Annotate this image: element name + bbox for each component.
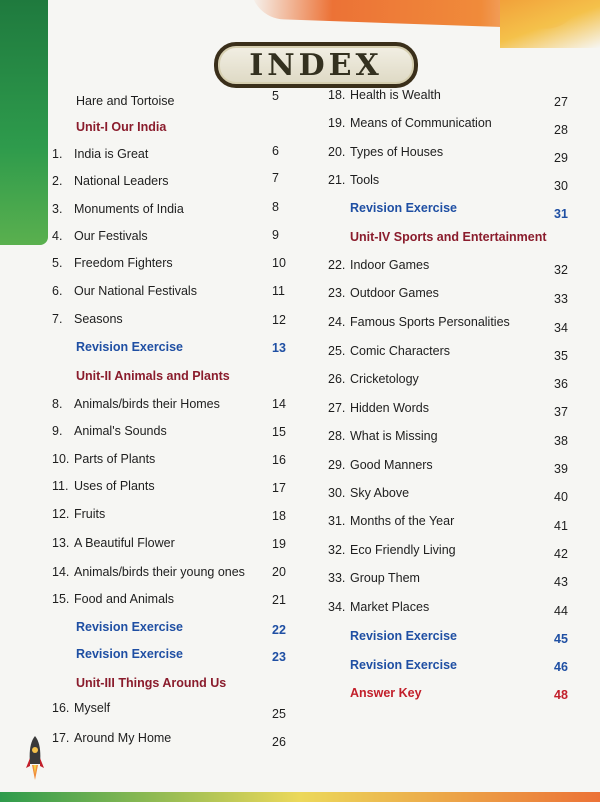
index-entry-fruits: Fruits — [74, 507, 106, 521]
unit-heading: Unit-III Things Around Us — [76, 676, 227, 690]
page-number: 11 — [272, 284, 285, 298]
index-entry-hare-and-tortoise: Hare and Tortoise — [76, 94, 175, 108]
index-entry-means-of-communication: Means of Communication — [350, 116, 492, 130]
index-entry-national-leaders: National Leaders — [74, 174, 169, 188]
index-entry-our-festivals: Our Festivals — [74, 229, 148, 243]
index-entry-revision-exercise: Revision Exercise — [350, 201, 458, 215]
index-entry-seasons: Seasons — [74, 312, 123, 326]
entry-number: 22. — [328, 258, 346, 272]
index-entry-what-is-missing: What is Missing — [350, 429, 438, 443]
page-number: 22 — [272, 623, 286, 637]
index-entry-answer-key: Answer Key — [350, 686, 422, 700]
entry-number: 3. — [52, 202, 63, 216]
index-entry-india-is-great: India is Great — [74, 147, 149, 161]
entry-number: 9. — [52, 424, 63, 438]
page-number: 31 — [554, 207, 568, 221]
index-entry-food-and-animals: Food and Animals — [74, 592, 175, 606]
rocket-icon — [24, 734, 46, 784]
page-number: 48 — [554, 688, 568, 702]
page-number: 40 — [554, 490, 568, 504]
page-number: 16 — [272, 453, 286, 467]
unit-heading: Unit-II Animals and Plants — [76, 369, 230, 383]
entry-number: 8. — [52, 397, 63, 411]
page-number: 9 — [272, 228, 279, 242]
entry-number: 24. — [328, 315, 346, 329]
page-title: INDEX — [249, 47, 383, 83]
page-number: 14 — [272, 397, 286, 411]
page-number: 5 — [272, 89, 279, 103]
entry-number: 23. — [328, 286, 346, 300]
entry-number: 34. — [328, 600, 346, 614]
entry-number: 11. — [52, 479, 69, 493]
index-entry-sky-above: Sky Above — [350, 486, 410, 500]
index-entry-monuments-of-india: Monuments of India — [74, 202, 184, 216]
page-number: 27 — [554, 95, 568, 109]
page-number: 23 — [272, 650, 286, 664]
page-number: 13 — [272, 341, 286, 355]
index-entry-uses-of-plants: Uses of Plants — [74, 479, 155, 493]
index-entry-revision-exercise: Revision Exercise — [350, 629, 458, 643]
page-number: 21 — [272, 593, 286, 607]
entry-number: 10. — [52, 452, 70, 466]
index-entry-famous-sports-personalities: Famous Sports Personalities — [350, 315, 510, 329]
index-entry-hidden-words: Hidden Words — [350, 401, 429, 415]
entry-number: 14. — [52, 565, 70, 579]
entry-number: 17. — [52, 731, 70, 745]
index-entry-cricketology: Cricketology — [350, 372, 419, 386]
entry-number: 16. — [52, 701, 70, 715]
page-number: 35 — [554, 349, 568, 363]
page-number: 41 — [554, 519, 568, 533]
entry-number: 15. — [52, 592, 70, 606]
entry-number: 31. — [328, 514, 346, 528]
page-number: 8 — [272, 200, 279, 214]
page-number: 43 — [554, 575, 568, 589]
page-number: 33 — [554, 292, 568, 306]
entry-number: 5. — [52, 256, 63, 270]
index-entry-health-is-wealth: Health is Wealth — [350, 88, 441, 102]
page-number: 29 — [554, 151, 568, 165]
page-number: 25 — [272, 707, 286, 721]
index-entry-revision-exercise: Revision Exercise — [76, 620, 184, 634]
page-number: 26 — [272, 735, 286, 749]
page-number: 18 — [272, 509, 286, 523]
index-entry-animals-birds-their-young-ones: Animals/birds their young ones — [74, 565, 245, 579]
index-title-banner — [214, 42, 418, 88]
page-number: 36 — [554, 377, 568, 391]
page-number: 6 — [272, 144, 279, 158]
unit-heading: Unit-IV Sports and Entertainment — [350, 230, 547, 244]
index-entry-market-places: Market Places — [350, 600, 430, 614]
page-number: 30 — [554, 179, 568, 193]
index-entry-months-of-the-year: Months of the Year — [350, 514, 455, 528]
index-entry-outdoor-games: Outdoor Games — [350, 286, 439, 300]
entry-number: 27. — [328, 401, 346, 415]
page-number: 42 — [554, 547, 568, 561]
page-number: 32 — [554, 263, 568, 277]
entry-number: 2. — [52, 174, 63, 188]
index-entry-good-manners: Good Manners — [350, 458, 433, 472]
entry-number: 19. — [328, 116, 346, 130]
entry-number: 26. — [328, 372, 346, 386]
page-number: 34 — [554, 321, 568, 335]
entry-number: 20. — [328, 145, 346, 159]
index-entry-types-of-houses: Types of Houses — [350, 145, 444, 159]
index-entry-comic-characters: Comic Characters — [350, 344, 451, 358]
entry-number: 28. — [328, 429, 346, 443]
page-number: 28 — [554, 123, 568, 137]
page-number: 46 — [554, 660, 568, 674]
entry-number: 12. — [52, 507, 70, 521]
page-number: 10 — [272, 256, 286, 270]
index-entry-revision-exercise: Revision Exercise — [350, 658, 458, 672]
page-number: 17 — [272, 481, 286, 495]
entry-number: 18. — [328, 88, 346, 102]
entry-number: 29. — [328, 458, 346, 472]
page-number: 44 — [554, 604, 568, 618]
entry-number: 7. — [52, 312, 63, 326]
bottom-ribbon-decoration — [0, 792, 600, 802]
entry-number: 13. — [52, 536, 70, 550]
index-entry-revision-exercise: Revision Exercise — [76, 647, 184, 661]
entry-number: 33. — [328, 571, 346, 585]
entry-number: 6. — [52, 284, 63, 298]
page-number: 7 — [272, 171, 279, 185]
entry-number: 32. — [328, 543, 346, 557]
index-entry-revision-exercise: Revision Exercise — [76, 340, 184, 354]
index-entry-parts-of-plants: Parts of Plants — [74, 452, 156, 466]
unit-heading: Unit-I Our India — [76, 120, 167, 134]
entry-number: 30. — [328, 486, 346, 500]
page-number: 39 — [554, 462, 568, 476]
index-entry-myself: Myself — [74, 701, 111, 715]
index-entry-around-my-home: Around My Home — [74, 731, 172, 745]
index-entry-tools: Tools — [350, 173, 380, 187]
index-entry-eco-friendly-living: Eco Friendly Living — [350, 543, 456, 557]
yellow-ribbon-decoration — [500, 0, 600, 48]
entry-number: 25. — [328, 344, 346, 358]
page-number: 15 — [272, 425, 286, 439]
index-entry-indoor-games: Indoor Games — [350, 258, 430, 272]
page-number: 38 — [554, 434, 568, 448]
page-number: 20 — [272, 565, 286, 579]
index-entry-group-them: Group Them — [350, 571, 420, 585]
page-number: 37 — [554, 405, 568, 419]
index-entry-freedom-fighters: Freedom Fighters — [74, 256, 173, 270]
page-number: 12 — [272, 313, 286, 327]
entry-number: 21. — [328, 173, 346, 187]
page-number: 19 — [272, 537, 286, 551]
index-entry-a-beautiful-flower: A Beautiful Flower — [74, 536, 175, 550]
index-entry-animals-birds-their-homes: Animals/birds their Homes — [74, 397, 220, 411]
page-number: 45 — [554, 632, 568, 646]
index-entry-our-national-festivals: Our National Festivals — [74, 284, 197, 298]
entry-number: 1. — [52, 147, 63, 161]
index-entry-animal-s-sounds: Animal's Sounds — [74, 424, 167, 438]
green-band-decoration — [0, 0, 48, 245]
entry-number: 4. — [52, 229, 63, 243]
